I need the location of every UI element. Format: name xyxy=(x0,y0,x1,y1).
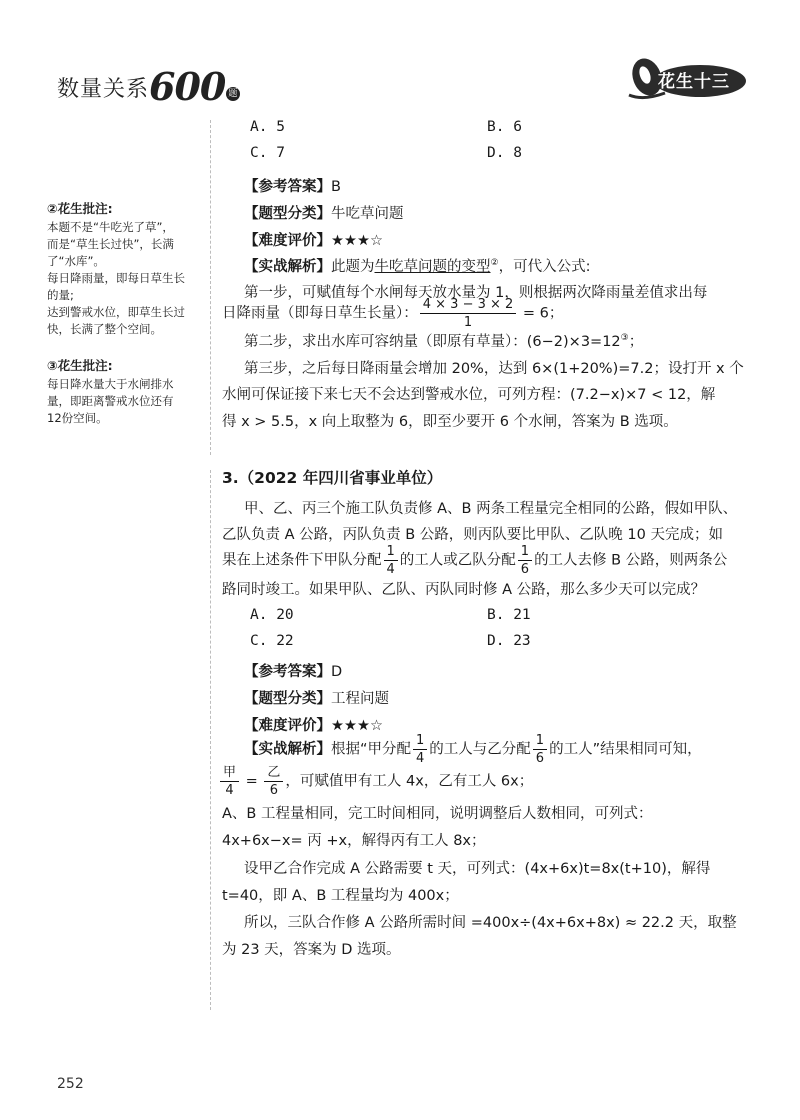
option-c: C. 22 xyxy=(250,633,294,649)
option-a: A. 20 xyxy=(250,607,294,623)
equation-text: ，可赋值甲有工人 4x，乙有工人 6x； xyxy=(285,773,534,790)
analysis-label: 【实战解析】 xyxy=(244,259,331,275)
fraction xyxy=(518,545,532,576)
analysis-text: 根据“甲分配 xyxy=(331,741,412,758)
difficulty-label: 【难度评价】 xyxy=(244,233,331,249)
analysis-paragraph: 4x+6x−x= 丙 +x，解得丙有工人 8x； xyxy=(222,833,486,849)
type-row xyxy=(244,687,389,708)
option-d: D. 23 xyxy=(487,633,531,649)
option-b: B. 6 xyxy=(487,119,522,135)
sidebar-note-line: 本题不是“牛吃光了草”， xyxy=(47,220,174,234)
sidebar-note-3 xyxy=(47,357,197,427)
answer-label: 【参考答案】 xyxy=(244,664,331,680)
analysis-paragraph: 为 23 天，答案为 D 选项。 xyxy=(222,942,401,958)
fraction xyxy=(220,766,239,797)
difficulty-stars: ★★★☆ xyxy=(331,718,383,734)
answer-row xyxy=(244,175,341,196)
analysis-row xyxy=(244,734,702,765)
difficulty-stars: ★★★☆ xyxy=(331,233,383,249)
fraction-numerator: 1 xyxy=(518,545,532,561)
fraction xyxy=(420,298,517,329)
step2-text: 第二步，求出水库可容纳量（即原有草量）： xyxy=(244,334,527,350)
fraction-numerator: 1 xyxy=(533,734,547,750)
question-stem: 乙队负责 A 公路，丙队负责 B 公路，则丙队要比甲队、乙队晚 10 天完成；如 xyxy=(222,527,723,543)
option-c: C. 7 xyxy=(250,145,285,161)
option-b: B. 21 xyxy=(487,607,531,623)
fraction xyxy=(533,734,547,765)
stem-text: 果在上述条件下甲队分配 xyxy=(222,552,382,569)
sidebar-note-line: 12份空间。 xyxy=(47,411,108,425)
sidebar-note-line: 每日降水量大于水闸排水 xyxy=(47,377,174,391)
fraction xyxy=(384,545,398,576)
step2-text: ； xyxy=(628,334,644,350)
type-label: 【题型分类】 xyxy=(244,691,331,707)
stem-text: 的工人去修 B 公路，则两条公 xyxy=(534,552,728,569)
type-label: 【题型分类】 xyxy=(244,206,331,222)
fraction-denominator: 1 xyxy=(463,315,473,330)
sidebar-note-line: 达到警戒水位，即草生长过 xyxy=(47,305,185,319)
fraction-numerator: 甲 xyxy=(220,766,239,782)
sidebar-note-line: 而是“草生长过快”，长满 xyxy=(47,237,174,251)
answer-value: B xyxy=(331,179,341,195)
sidebar-note-line: 快，长满了整个空间。 xyxy=(47,322,162,336)
footnote-ref: ③ xyxy=(620,333,629,344)
step1-text: 日降雨量（即每日草生长量）： xyxy=(222,305,418,322)
fraction-denominator: 6 xyxy=(535,751,545,766)
analysis-text: ，可代入公式: xyxy=(498,259,591,275)
sidebar-note-heading: ②花生批注: xyxy=(47,201,113,216)
type-value: 牛吃草问题 xyxy=(331,206,404,222)
sidebar-note-line: 每日降雨量，即每日草生长 xyxy=(47,271,185,285)
sidebar-note-line: 了“水库”。 xyxy=(47,254,105,268)
brand-logo-text: 花生十三 xyxy=(658,72,730,92)
analysis-row xyxy=(244,255,590,276)
fraction-denominator: 4 xyxy=(416,751,425,766)
brand-logo xyxy=(625,55,747,103)
fraction-denominator: 6 xyxy=(269,783,279,798)
option-a: A. 5 xyxy=(250,119,285,135)
fraction-numerator: 乙 xyxy=(264,766,283,782)
analysis-text: 此题为 xyxy=(331,259,375,275)
step1-text: = 6； xyxy=(522,305,564,322)
analysis-paragraph: 设甲乙合作完成 A 公路需要 t 天，可列式：(4x+6x)t=8x(t+10)，解得 xyxy=(244,861,711,877)
analysis-underlined: 牛吃草问题的变型 xyxy=(374,259,491,275)
analysis-label: 【实战解析】 xyxy=(244,741,331,758)
footnote-ref: ② xyxy=(490,258,499,269)
step3-line-c: 得 x > 5.5，x 向上取整为 6，即至少要开 6 个水闸，答案为 B 选项。 xyxy=(222,414,678,430)
equation-line xyxy=(218,766,533,797)
question-stem: 甲、乙、丙三个施工队负责修 A、B 两条工程量完全相同的公路，假如甲队、 xyxy=(244,501,738,517)
analysis-paragraph: 所以，三队合作修 A 公路所需时间 =400x÷(4x+6x+8x) ≈ 22.2 天，取整 xyxy=(244,915,737,931)
margin-divider xyxy=(210,470,212,1010)
sidebar-note-line: 的量; xyxy=(47,288,74,302)
fraction-denominator: 6 xyxy=(520,562,530,577)
step3-line-b: 水闸可保证接下来七天不会达到警戒水位，可列方程：(7.2−x)×7 < 12，解 xyxy=(222,387,716,403)
fraction-numerator: 1 xyxy=(384,545,398,561)
answer-row xyxy=(244,660,342,681)
sidebar-note-2 xyxy=(47,200,197,338)
question-stem: 路同时竣工。如果甲队、乙队、丙队同时修 A 公路，那么多少天可以完成？ xyxy=(222,582,706,598)
difficulty-label: 【难度评价】 xyxy=(244,718,331,734)
fraction-numerator: 1 xyxy=(413,734,427,750)
book-title-prefix: 数量关系 xyxy=(57,77,150,102)
analysis-paragraph: A、B 工程量相同，完工时间相同，说明调整后人数相同，可列式： xyxy=(222,806,653,822)
difficulty-row xyxy=(244,229,383,250)
question-stem xyxy=(222,545,727,576)
fraction xyxy=(264,766,283,797)
step1-line-b xyxy=(222,298,563,329)
fraction-denominator: 4 xyxy=(386,562,395,577)
step2-line xyxy=(244,330,643,351)
equals-sign: = xyxy=(245,773,258,790)
type-row xyxy=(244,202,404,223)
answer-value: D xyxy=(331,664,343,680)
fraction-denominator: 4 xyxy=(225,783,234,798)
question-3-heading: 3.（2022 年四川省事业单位） xyxy=(222,469,443,487)
analysis-paragraph: t=40，即 A、B 工程量均为 400x； xyxy=(222,888,459,904)
book-title-number: 600 xyxy=(149,64,226,109)
step1-line-a: 第一步，可赋值每个水闸每天放水量为 1，则根据两次降雨量差值求出每 xyxy=(244,285,708,301)
answer-label: 【参考答案】 xyxy=(244,179,331,195)
fraction-numerator: 4 × 3 − 3 × 2 xyxy=(420,298,517,314)
option-d: D. 8 xyxy=(487,145,522,161)
sidebar-note-heading: ③花生批注: xyxy=(47,358,113,373)
sidebar-note-line: 量，即距离警戒水位还有 xyxy=(47,394,174,408)
analysis-text: 的工人与乙分配 xyxy=(429,741,531,758)
step2-expr: (6−2)×3=12 xyxy=(526,334,621,350)
book-title xyxy=(57,64,240,109)
analysis-text: 的工人”结果相同可知， xyxy=(549,741,702,758)
fraction xyxy=(413,734,427,765)
step3-line-a: 第三步，之后每日降雨量会增加 20%，达到 6×(1+20%)=7.2；设打开 x 个 xyxy=(244,361,744,377)
stem-text: 的工人或乙队分配 xyxy=(399,552,516,569)
difficulty-row xyxy=(244,714,383,735)
book-title-suffix: 题 xyxy=(228,89,239,99)
margin-divider xyxy=(210,120,212,455)
type-value: 工程问题 xyxy=(331,691,389,707)
page-number: 252 xyxy=(57,1076,84,1092)
